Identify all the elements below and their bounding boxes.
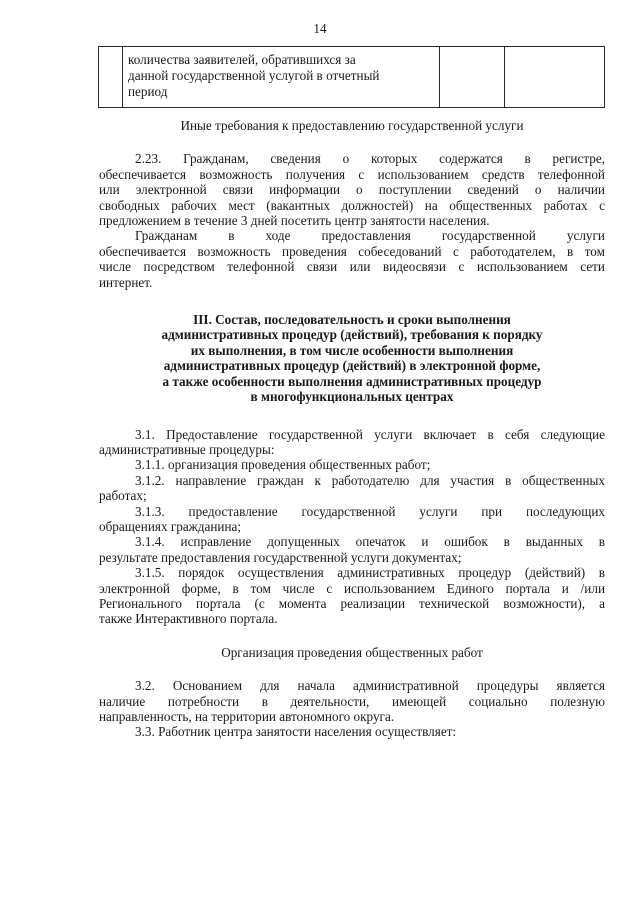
text-line: 3.1. Предоставление государственной услуги включает в себя следующие [135,426,605,442]
text-line: 3.2. Основанием для начала административной процедуры является [135,678,605,694]
paragraph-3-1-3 [99,504,605,535]
table-cell-indicator [123,47,440,108]
paragraph-3-1-1: 3.1.1. организация проведения общественных работ; [135,457,431,473]
text-line: Гражданам в ходе предоставления государственной услуги [135,228,605,244]
paragraph-2-23 [99,151,605,228]
text-line: Регионального портала (с момента реализации технической возможности), а [99,595,605,611]
section-heading-public-works: Организация проведения общественных работ [221,644,483,660]
text-line: работах; [99,488,147,504]
text-line: 3.1.5. порядок осуществления административных процедур (действий) в [135,565,605,581]
document-body [99,118,605,740]
table-cell-line: данной государственной услугой в отчетный [128,68,380,83]
text-line: предложением в течение 3 дней посетить центр занятости населения. [99,213,490,229]
text-line: результате предоставления государственной услуги документах; [99,549,462,565]
table-cell-value [505,47,605,108]
title-line: административных процедур (действий) в электронной форме, [163,358,541,374]
text-line: числе посредством телефонной связи или видеосвязи с использованием сети [99,259,605,275]
section-3-title [99,312,605,404]
text-line: административные процедуры: [99,441,275,457]
title-line: а также особенности выполнения административных процедур [162,373,542,389]
text-line: 3.1.2. направление граждан к работодателю для участия в общественных [135,472,605,488]
paragraph-3-1 [99,427,605,458]
paragraph-3-2 [99,678,605,724]
text-line: обеспечивается возможность получения с использованием средств телефонной [99,166,605,182]
table-cell-unit [440,47,505,108]
text-line: наличие потребности в деятельности, имеющей социально полезную [99,693,605,709]
title-line: III. Состав, последовательность и сроки выполнения [193,312,511,328]
text-line: направленность, на территории автономного округа. [99,709,395,724]
text-line: 3.1.3. предоставление государственной услуги при последующих [135,503,605,519]
paragraph-3-1-4 [99,534,605,565]
continuation-table [98,46,605,108]
text-line: обеспечивается возможность проведения собеседований с работодателем, в том [99,243,605,259]
table-cell-line: количества заявителей, обратившихся за [128,52,356,67]
paragraph-3-3: 3.3. Работник центра занятости населения осуществляет: [135,724,457,740]
table-cell-number [99,47,123,108]
text-line: обращениях гражданина; [99,518,242,534]
paragraph-3-1-2 [99,473,605,504]
text-line: свободных рабочих мест (вакантных должностей) на общественных работах с [99,197,605,213]
text-line: 2.23. Гражданам, сведения о которых содержатся в регистре, [135,151,605,167]
table-row [99,47,605,108]
title-line: в многофункциональных центрах [250,389,454,405]
title-line: административных процедур (действий), требования к порядку [161,327,543,343]
text-line: также Интерактивного портала. [99,611,278,627]
paragraph-3-1-5 [99,565,605,627]
table-cell-line: период [128,84,168,99]
page-number: 14 [313,21,327,36]
paragraph-citizens [99,228,605,290]
section-heading-other-requirements: Иные требования к предоставлению государственной услуги [180,118,524,133]
text-line: интернет. [99,274,153,290]
text-line: 3.1.4. исправление допущенных опечаток и ошибок в выданных в [135,534,605,550]
text-line: электронной форме, в том числе с использованием Единого портала и /или [99,580,605,596]
text-line: или электронной связи информации о поступлении сведений о наличии [99,182,605,198]
title-line: их выполнения, в том числе особенности выполнения [190,342,514,358]
